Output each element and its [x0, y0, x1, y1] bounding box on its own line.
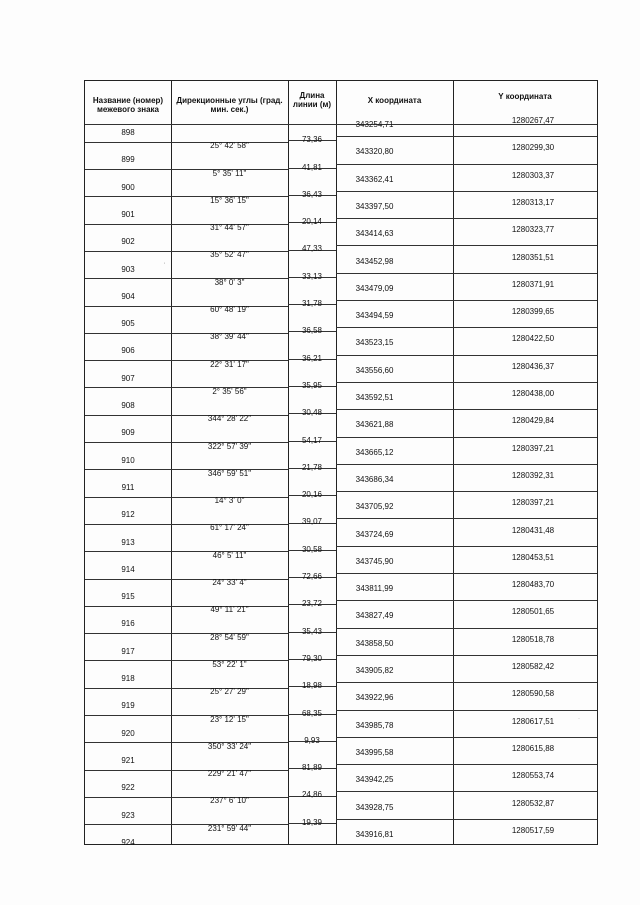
line-length: 35,43	[301, 626, 323, 636]
scan-speck: ·	[578, 716, 580, 722]
row-divider	[336, 655, 597, 656]
header-y-coordinate: Y координата	[498, 92, 552, 101]
line-length: 47,33	[301, 244, 323, 254]
line-length: 73,36	[301, 135, 323, 145]
x-coordinate: 343724,69	[355, 529, 394, 539]
x-coordinate: 343745,90	[355, 556, 394, 566]
y-coordinate: 1280267,47	[511, 116, 555, 125]
direction-angle: 53° 22' 1"	[212, 659, 247, 669]
point-name: 912	[121, 510, 135, 520]
point-name: 919	[121, 701, 135, 711]
line-length: 33,13	[301, 271, 323, 281]
x-coordinate: 343320,80	[355, 147, 394, 157]
point-name: 917	[121, 646, 135, 656]
line-length: 9,93	[304, 735, 320, 745]
point-name: 907	[121, 373, 135, 383]
row-divider	[336, 737, 597, 738]
x-coordinate: 343942,25	[355, 775, 394, 785]
line-length: 81,89	[301, 763, 323, 773]
direction-angle: 229° 21' 47"	[207, 769, 252, 779]
y-coordinate: 1280397,21	[511, 498, 555, 508]
direction-angle: 60° 48' 19"	[210, 305, 249, 315]
row-divider	[336, 710, 597, 711]
x-coordinate: 343922,96	[355, 693, 394, 703]
direction-angle: 5° 35' 11"	[212, 168, 247, 178]
y-coordinate: 1280615,88	[511, 743, 555, 753]
x-coordinate: 343995,58	[355, 747, 394, 757]
y-coordinate: 1280422,50	[511, 334, 555, 344]
direction-angle: 46° 5' 11"	[212, 550, 247, 560]
row-divider	[336, 546, 597, 547]
y-coordinate: 1280371,91	[511, 279, 555, 289]
point-name: 906	[121, 346, 135, 356]
line-length: 31,78	[301, 299, 323, 309]
y-coordinate: 1280532,87	[511, 798, 555, 808]
x-coordinate: 343556,60	[355, 365, 394, 375]
y-coordinate: 1280351,51	[511, 252, 555, 262]
direction-angle: 344° 28' 22"	[207, 414, 252, 424]
y-coordinate: 1280617,51	[511, 716, 555, 726]
row-divider	[336, 245, 597, 246]
row-divider	[336, 573, 597, 574]
point-name: 900	[121, 182, 135, 192]
y-coordinate: 1280299,30	[511, 143, 555, 153]
y-coordinate: 1280438,00	[511, 389, 555, 398]
row-divider	[336, 300, 597, 301]
line-length: 24,86	[301, 790, 323, 800]
point-name: 909	[121, 428, 135, 438]
row-divider	[336, 628, 597, 629]
x-coordinate: 343811,99	[355, 584, 394, 594]
row-divider	[336, 218, 597, 219]
line-length: 39,07	[301, 517, 323, 527]
direction-angle: 49° 11' 21"	[210, 605, 249, 615]
direction-angle: 23° 12' 15"	[210, 714, 249, 724]
x-coordinate: 343905,82	[355, 666, 394, 675]
y-coordinate: 1280323,77	[511, 225, 555, 235]
direction-angle: 22° 31' 17"	[210, 359, 249, 369]
row-divider	[336, 382, 597, 383]
header-line-length: Длина линии (м)	[292, 91, 332, 109]
direction-angle: 38° 39' 44"	[210, 332, 249, 342]
point-name: 915	[121, 592, 135, 602]
row-divider	[336, 491, 597, 492]
row-divider	[336, 355, 597, 356]
line-length: 18,98	[301, 681, 323, 691]
direction-angle: 61° 17' 24"	[210, 523, 249, 533]
boundary-coordinates-table	[84, 80, 598, 845]
direction-angle: 14° 3' 0"	[214, 496, 245, 506]
y-coordinate: 1280436,37	[511, 361, 555, 371]
y-coordinate: 1280582,42	[511, 662, 555, 671]
row-divider	[336, 600, 597, 601]
point-name: 910	[121, 455, 135, 465]
x-coordinate: 343254,71	[355, 120, 394, 129]
point-name: 923	[121, 810, 135, 820]
line-length: 36,43	[301, 189, 323, 199]
y-coordinate: 1280553,74	[511, 771, 555, 781]
row-divider	[336, 136, 597, 137]
point-name: 920	[121, 728, 135, 738]
x-coordinate: 343523,15	[355, 338, 394, 348]
line-length: 41,81	[301, 162, 323, 172]
y-coordinate: 1280303,37	[511, 170, 555, 180]
row-divider	[336, 791, 597, 792]
x-coordinate: 343621,88	[355, 420, 394, 430]
x-coordinate: 343705,92	[355, 502, 394, 512]
y-coordinate: 1280399,65	[511, 307, 555, 317]
header-direction-angle: Дирекционные углы (град. мин. сек.)	[176, 96, 283, 114]
line-length: 30,48	[301, 408, 323, 418]
direction-angle: 31° 44' 57"	[210, 223, 249, 233]
point-name: 918	[121, 674, 135, 683]
row-divider	[336, 164, 597, 165]
point-name: 901	[121, 209, 135, 219]
row-divider	[336, 273, 597, 274]
point-name: 916	[121, 619, 135, 629]
point-name: 921	[121, 755, 135, 765]
line-length: 20,14	[301, 217, 323, 227]
direction-angle: 231° 59' 44"	[207, 823, 252, 833]
point-name: 899	[121, 155, 135, 165]
x-coordinate: 343414,63	[355, 229, 394, 239]
y-coordinate: 1280501,65	[511, 607, 555, 617]
direction-angle: 350° 33' 24"	[207, 741, 252, 751]
direction-angle: 24° 33' 4"	[212, 578, 247, 588]
row-divider	[336, 327, 597, 328]
line-length: 30,58	[301, 544, 323, 554]
line-length: 79,30	[301, 653, 323, 663]
row-divider	[336, 409, 597, 410]
header-point-name: Название (номер) межевого знака	[92, 96, 164, 114]
x-coordinate: 343686,34	[355, 474, 394, 484]
header-x-coordinate: X координата	[367, 96, 422, 105]
point-name: 903	[121, 264, 135, 274]
y-coordinate: 1280483,70	[511, 580, 555, 590]
line-length: 54,17	[301, 435, 323, 445]
y-coordinate: 1280429,84	[511, 416, 555, 426]
direction-angle: 25° 42' 58"	[210, 141, 249, 151]
line-length: 20,16	[301, 490, 323, 500]
x-coordinate: 343494,59	[355, 311, 394, 321]
row-divider	[336, 191, 597, 192]
x-coordinate: 343928,75	[355, 802, 394, 812]
row-divider	[336, 764, 597, 765]
x-coordinate: 343916,81	[355, 829, 394, 839]
line-length: 36,21	[301, 353, 323, 363]
x-coordinate: 343665,12	[355, 447, 394, 457]
y-coordinate: 1280453,51	[511, 552, 555, 562]
line-length: 36,58	[301, 326, 323, 336]
y-coordinate: 1280313,17	[511, 197, 555, 207]
row-divider	[336, 464, 597, 465]
line-length: 35,95	[301, 380, 323, 390]
x-coordinate: 343985,78	[355, 720, 394, 730]
point-name: 908	[121, 401, 135, 410]
row-divider	[336, 682, 597, 683]
x-coordinate: 343479,09	[355, 283, 394, 293]
point-name: 905	[121, 319, 135, 329]
y-coordinate: 1280397,21	[511, 443, 555, 453]
point-name: 914	[121, 564, 135, 574]
direction-angle: 35° 52' 47"	[210, 250, 249, 260]
x-coordinate: 343362,41	[355, 174, 394, 184]
direction-angle: 38° 0' 3"	[214, 277, 245, 287]
line-length: 72,66	[301, 572, 323, 582]
line-length: 68,35	[301, 708, 323, 718]
direction-angle: 322° 57' 39"	[207, 441, 252, 451]
row-divider	[336, 437, 597, 438]
x-coordinate: 343827,49	[355, 611, 394, 621]
line-length: 19,39	[301, 817, 323, 827]
direction-angle: 346° 59' 51"	[207, 468, 252, 478]
y-coordinate: 1280431,48	[511, 525, 555, 535]
point-name: 911	[121, 482, 135, 492]
direction-angle: 25° 27' 29"	[210, 687, 249, 697]
column-divider	[453, 81, 454, 844]
y-coordinate: 1280590,58	[511, 689, 555, 699]
point-name: 898	[121, 128, 135, 137]
point-name: 902	[121, 237, 135, 247]
direction-angle: 15° 36' 15"	[210, 195, 249, 205]
point-name: 922	[121, 783, 135, 793]
x-coordinate: 343592,51	[355, 393, 394, 402]
x-coordinate: 343452,98	[355, 256, 394, 266]
row-divider	[336, 518, 597, 519]
point-name: 924	[121, 837, 135, 847]
line-length: 23,72	[301, 599, 323, 609]
y-coordinate: 1280517,59	[511, 825, 555, 835]
direction-angle: 2° 35' 56"	[212, 386, 247, 396]
point-name: 904	[121, 291, 135, 301]
scan-speck: '	[164, 263, 166, 269]
point-name: 913	[121, 537, 135, 547]
x-coordinate: 343397,50	[355, 201, 394, 211]
y-coordinate: 1280392,31	[511, 470, 555, 480]
direction-angle: 28° 54' 59"	[210, 632, 249, 642]
direction-angle: 237° 6' 10"	[210, 796, 249, 806]
row-divider	[336, 819, 597, 820]
line-length: 21,78	[301, 462, 323, 472]
y-coordinate: 1280518,78	[511, 634, 555, 644]
x-coordinate: 343858,50	[355, 638, 394, 648]
